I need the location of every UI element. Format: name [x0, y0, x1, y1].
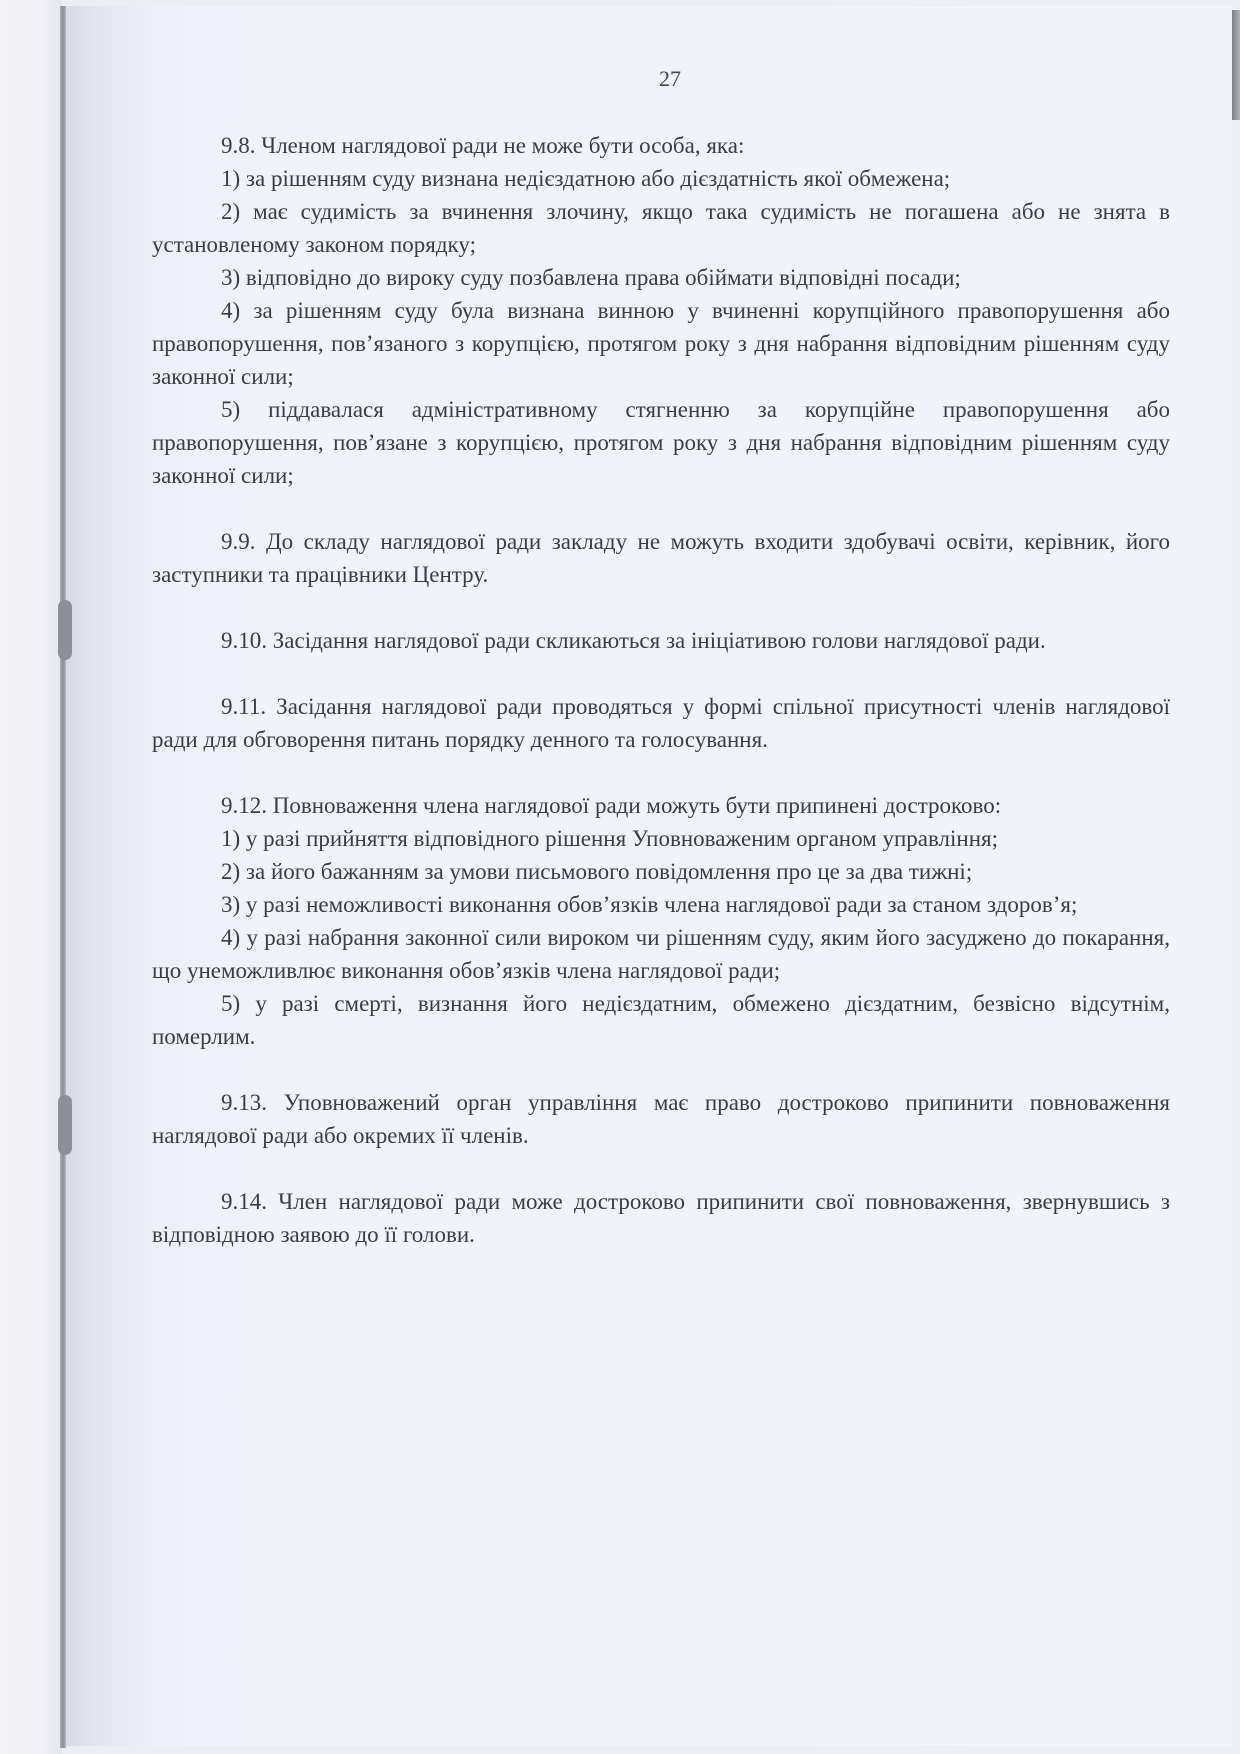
paragraph-spacer: [152, 756, 1170, 789]
list-item: 3) у разі неможливості виконання обов’язків члена наглядової ради за станом здоров’я;: [221, 892, 1078, 917]
section-9-14: [152, 1185, 1170, 1251]
section-9-8: [152, 129, 1170, 492]
section-9-10: [152, 624, 1170, 657]
list-item: 2) за його бажанням за умови письмового повідомлення про це за два тижні;: [221, 859, 973, 884]
paragraph-spacer: [152, 492, 1170, 525]
section-9-9: [152, 525, 1170, 591]
document-body: [152, 129, 1170, 1251]
section-paragraph: 9.13. Уповноважений орган управління має право достроково припинити повноваження наглядової ради або окремих її членів.: [152, 1090, 1170, 1148]
binding-shadow: [60, 6, 66, 1748]
section-paragraph: 9.10. Засідання наглядової ради скликаються за ініціативою голови наглядової ради.: [221, 628, 1046, 653]
list-item: 1) у разі прийняття відповідного рішення Уповноваженим органом управління;: [221, 826, 998, 851]
paragraph-spacer: [152, 1152, 1170, 1185]
page-edge-shadow: [1232, 10, 1240, 120]
list-item: 1) за рішенням суду визнана недієздатною або дієздатність якої обмежена;: [221, 166, 951, 191]
section-9-11: [152, 690, 1170, 756]
binding-hole: [58, 1095, 72, 1155]
section-9-13: [152, 1086, 1170, 1152]
section-paragraph: 9.9. До складу наглядової ради закладу не можуть входити здобувачі освіти, керівник, його заступники та працівники Центру.: [152, 529, 1170, 587]
list-item: 5) піддавалася адміністративному стягненню за корупційне правопорушення або правопорушення, пов’язане з корупцією, протягом року з дня набрання відповідним рішенням суду законної сили;: [152, 397, 1170, 488]
binding-hole: [58, 600, 72, 660]
list-item: 4) за рішенням суду була визнана винною у вчиненні корупційного правопорушення або правопорушення, пов’язаного з корупцією, протягом року з дня набрання відповідним рішенням суду законної сили;: [152, 298, 1170, 389]
page-number: 27: [659, 66, 681, 91]
section-paragraph: 9.11. Засідання наглядової ради проводяться у формі спільної присутності членів наглядової ради для обговорення питань порядку денного та голосування.: [152, 694, 1170, 752]
section-heading: 9.8. Членом наглядової ради не може бути особа, яка:: [221, 133, 745, 158]
paragraph-spacer: [152, 591, 1170, 624]
section-9-12: [152, 789, 1170, 1053]
list-item: 4) у разі набрання законної сили вироком чи рішенням суду, яким його засуджено до покарання, що унеможливлює виконання обов’язків члена наглядової ради;: [152, 925, 1170, 983]
list-item: 5) у разі смерті, визнання його недієздатним, обмежено дієздатним, безвісно відсутнім, померлим.: [152, 991, 1170, 1049]
section-paragraph: 9.14. Член наглядової ради може достроково припинити свої повноваження, звернувшись з відповідною заявою до її голови.: [152, 1189, 1170, 1247]
adjacent-page-edge: [0, 0, 62, 1754]
list-item: 3) відповідно до вироку суду позбавлена права обіймати відповідні посади;: [221, 265, 961, 290]
paragraph-spacer: [152, 657, 1170, 690]
paragraph-spacer: [152, 1053, 1170, 1086]
list-item: 2) має судимість за вчинення злочину, якщо така судимість не погашена або не знята в установленому законом порядку;: [152, 199, 1170, 257]
section-heading: 9.12. Повноваження члена наглядової ради можуть бути припинені достроково:: [221, 793, 1002, 818]
